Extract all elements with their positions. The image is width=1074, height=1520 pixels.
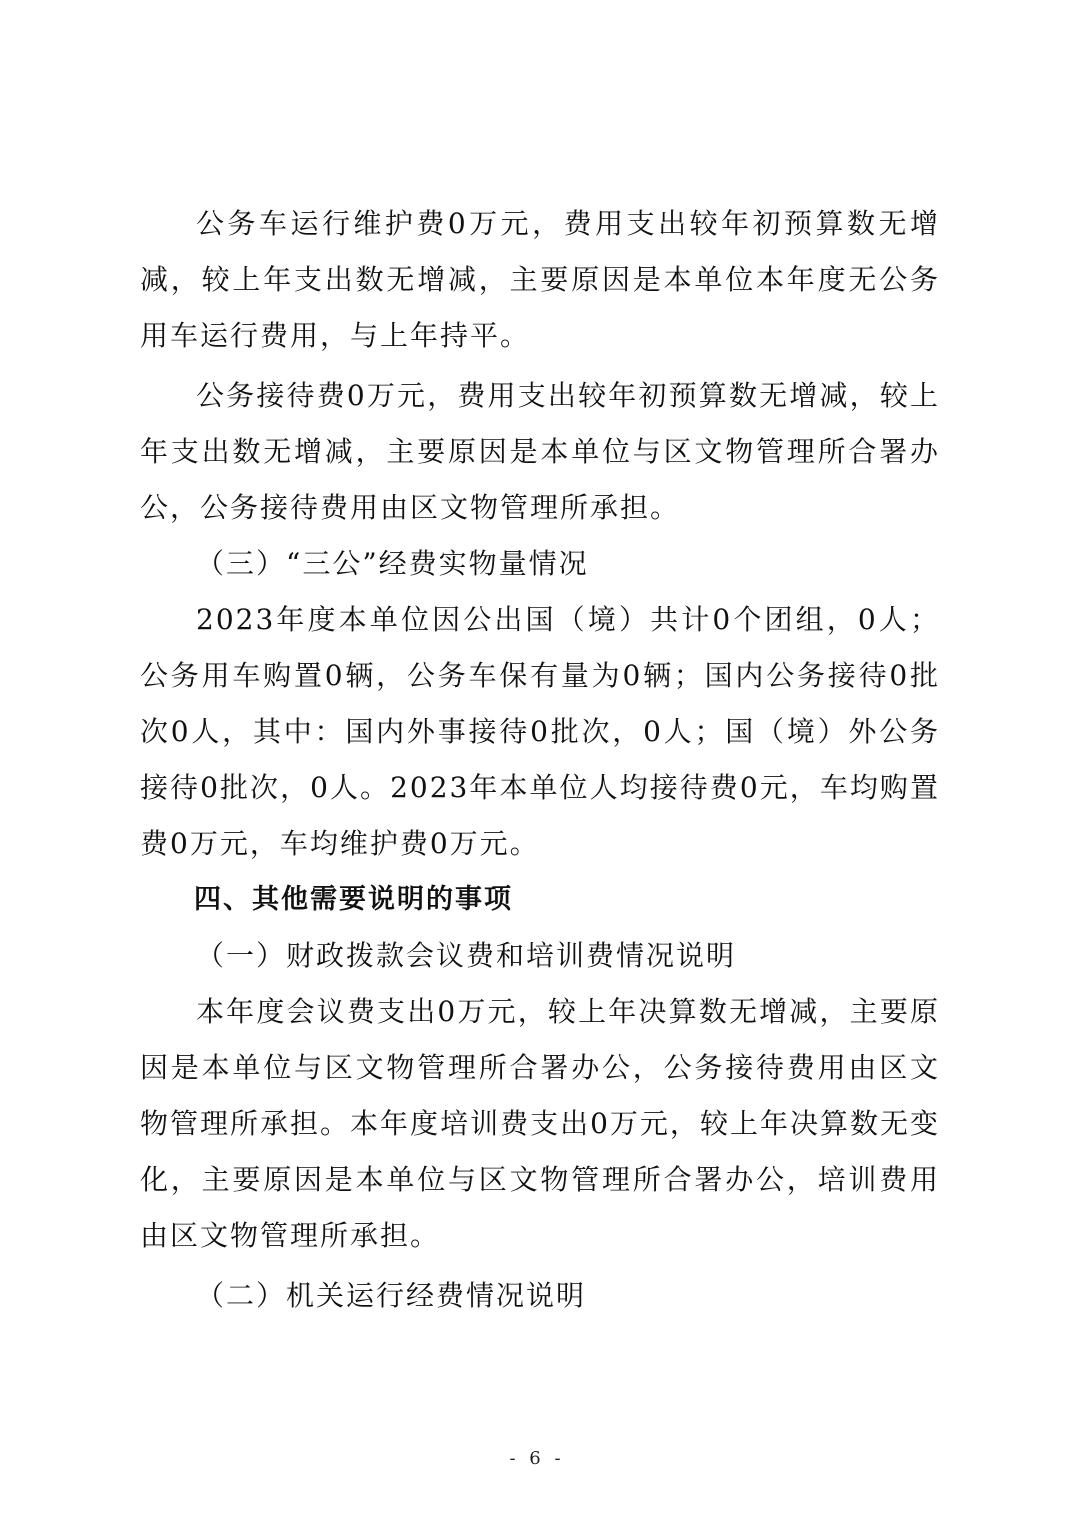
paragraph-vehicle-maintenance: 公务车运行维护费0万元，费用支出较年初预算数无增减，较上年支出数无增减，主要原因是本单位本年度无公务用车运行费用，与上年持平。 [140, 207, 940, 352]
subheading-meeting-training: （一）财政拨款会议费和培训费情况说明 [196, 939, 737, 972]
paragraph-reception-fee: 公务接待费0万元，费用支出较年初预算数无增减，较上年支出数无增减，主要原因是本单位与区文物管理所合署办公，公务接待费用由区文物管理所承担。 [140, 379, 940, 524]
document-body [140, 196, 940, 1324]
paragraph-quantity-details: 2023年度本单位因公出国（境）共计0个团组，0人；公务用车购置0辆，公务车保有量为0辆；国内公务接待0批次0人，其中：国内外事接待0批次，0人；国（境）外公务接待0批次，0人。2023年本单位人均接待费0元，车均购置费0万元，车均维护费0万元。 [140, 603, 940, 860]
section-heading-three-public-quantity: （三）“三公”经费实物量情况 [196, 547, 589, 580]
paragraph-meeting-training: 本年度会议费支出0万元，较上年决算数无增减，主要原因是本单位与区文物管理所合署办公，公务接待费用由区文物管理所承担。本年度培训费支出0万元，较上年决算数无变化，主要原因是本单位与区文物管理所合署办公，培训费用由区文物管理所承担。 [140, 995, 940, 1252]
subheading-operating-expenses: （二）机关运行经费情况说明 [196, 1279, 587, 1312]
section-heading-other-matters: 四、其他需要说明的事项 [194, 884, 513, 915]
page-number: - 6 - [509, 1448, 565, 1469]
